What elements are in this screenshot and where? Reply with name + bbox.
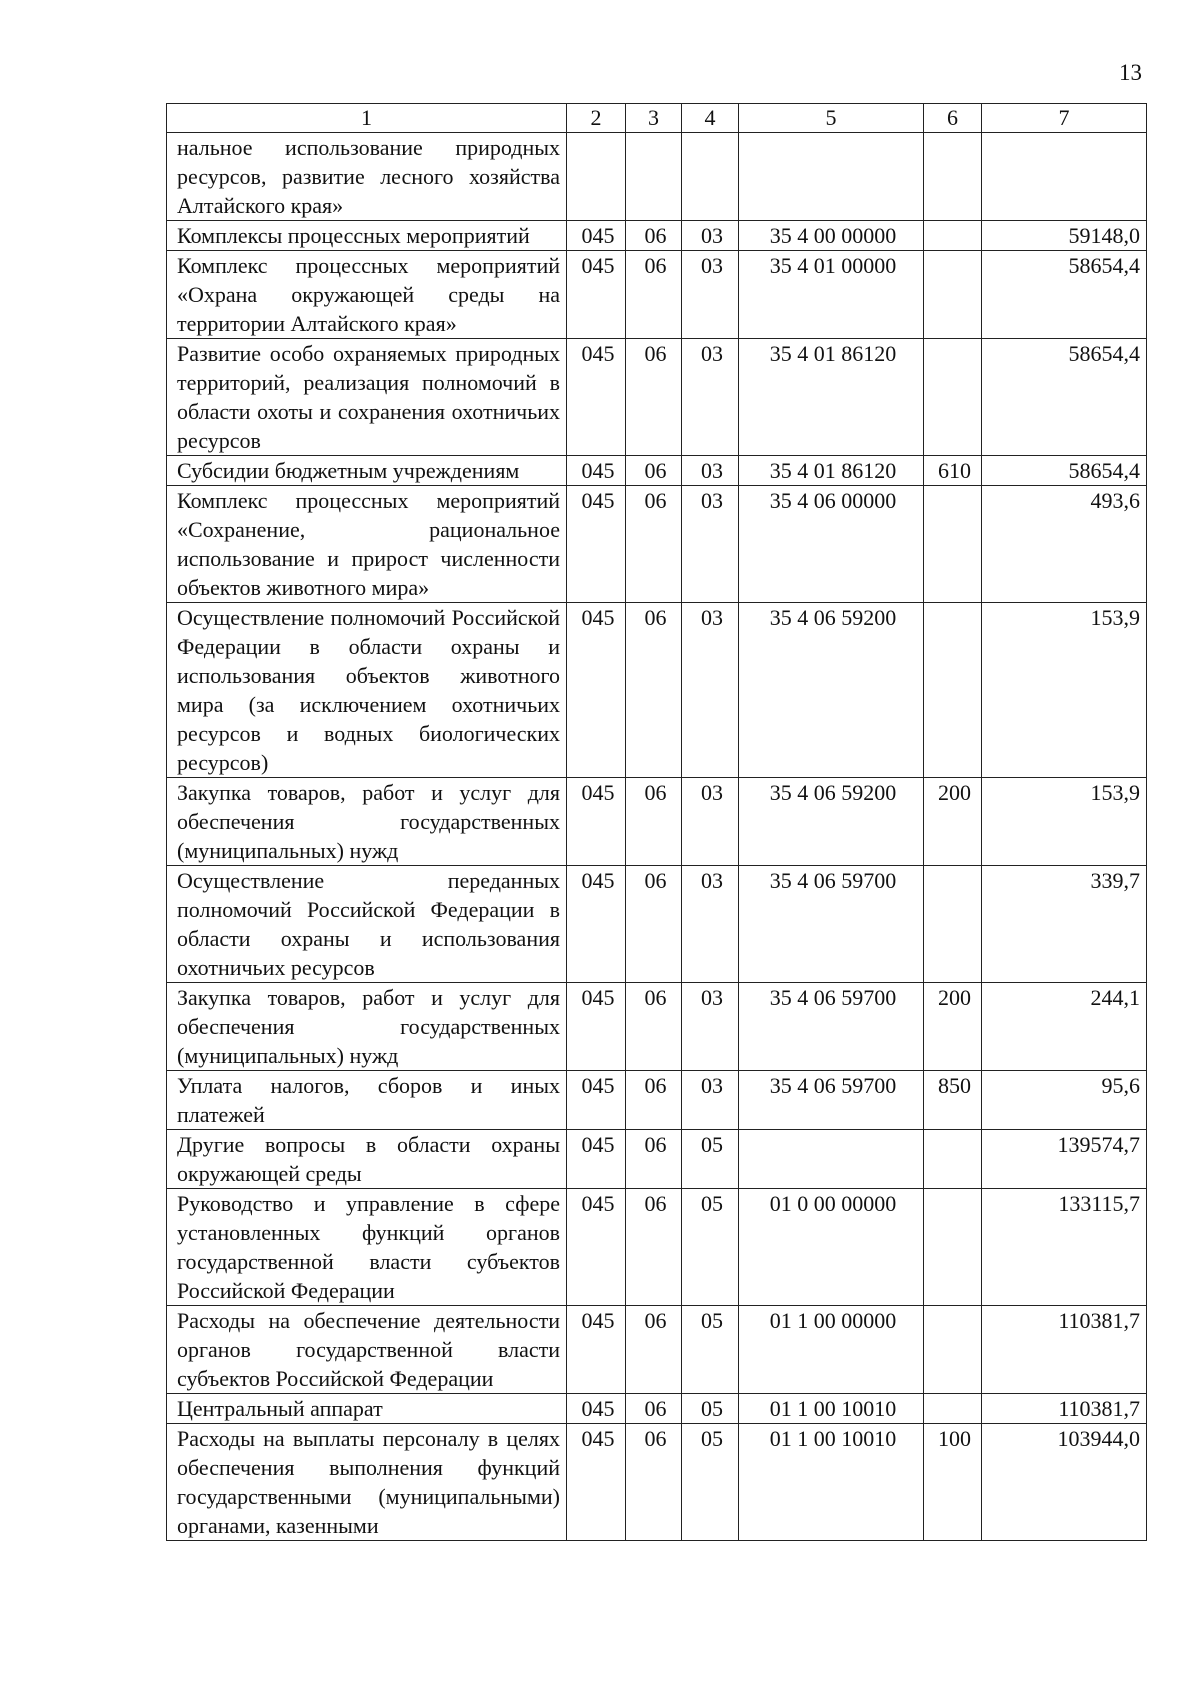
subsection-code: 05 bbox=[682, 1189, 739, 1306]
subsection-code: 03 bbox=[682, 339, 739, 456]
subsection-code: 03 bbox=[682, 778, 739, 866]
header-cell-5: 5 bbox=[739, 104, 924, 133]
section-code: 06 bbox=[626, 778, 682, 866]
header-cell-4: 4 bbox=[682, 104, 739, 133]
table-row bbox=[167, 1189, 1147, 1306]
subsection-code: 03 bbox=[682, 866, 739, 983]
subsection-code: 05 bbox=[682, 1130, 739, 1189]
subsection-code: 05 bbox=[682, 1306, 739, 1394]
expense-type-code bbox=[924, 221, 982, 251]
expense-type-code bbox=[924, 1394, 982, 1424]
target-article-code: 35 4 06 00000 bbox=[739, 486, 924, 603]
expense-type-code: 200 bbox=[924, 778, 982, 866]
ministry-code: 045 bbox=[567, 1071, 626, 1130]
amount-value: 58654,4 bbox=[982, 339, 1147, 456]
table-row bbox=[167, 866, 1147, 983]
amount-value: 58654,4 bbox=[982, 456, 1147, 486]
amount-value bbox=[982, 133, 1147, 221]
header-cell-7: 7 bbox=[982, 104, 1147, 133]
ministry-code bbox=[567, 133, 626, 221]
section-code: 06 bbox=[626, 866, 682, 983]
expense-type-code: 610 bbox=[924, 456, 982, 486]
amount-value: 59148,0 bbox=[982, 221, 1147, 251]
ministry-code: 045 bbox=[567, 1394, 626, 1424]
section-code: 06 bbox=[626, 983, 682, 1071]
amount-value: 103944,0 bbox=[982, 1424, 1147, 1541]
target-article-code: 35 4 06 59700 bbox=[739, 866, 924, 983]
ministry-code: 045 bbox=[567, 251, 626, 339]
section-code: 06 bbox=[626, 1306, 682, 1394]
header-row bbox=[167, 104, 1147, 133]
subsection-code: 03 bbox=[682, 221, 739, 251]
amount-value: 95,6 bbox=[982, 1071, 1147, 1130]
item-name: Уплата налогов, сборов и иных платежей bbox=[167, 1071, 567, 1130]
section-code: 06 bbox=[626, 1071, 682, 1130]
section-code: 06 bbox=[626, 221, 682, 251]
subsection-code: 03 bbox=[682, 603, 739, 778]
item-name: нальное использование природных ресурсов, развитие лесного хозяйства Алтайского края» bbox=[167, 133, 567, 221]
item-name: Руководство и управление в сфере установленных функций органов государственной власти субъектов Российской Федерации bbox=[167, 1189, 567, 1306]
table-body bbox=[167, 133, 1147, 1541]
target-article-code: 01 1 00 10010 bbox=[739, 1394, 924, 1424]
target-article-code bbox=[739, 1130, 924, 1189]
expense-type-code bbox=[924, 133, 982, 221]
table-row bbox=[167, 778, 1147, 866]
table-row bbox=[167, 133, 1147, 221]
ministry-code: 045 bbox=[567, 456, 626, 486]
table-row bbox=[167, 1306, 1147, 1394]
amount-value: 110381,7 bbox=[982, 1306, 1147, 1394]
amount-value: 339,7 bbox=[982, 866, 1147, 983]
item-name: Комплекс процессных мероприятий «Сохранение, рациональное использование и прирост численности объектов животного мира» bbox=[167, 486, 567, 603]
section-code: 06 bbox=[626, 486, 682, 603]
expense-type-code bbox=[924, 1306, 982, 1394]
item-name: Осуществление переданных полномочий Российской Федерации в области охраны и использования охотничьих ресурсов bbox=[167, 866, 567, 983]
target-article-code: 35 4 01 86120 bbox=[739, 339, 924, 456]
amount-value: 110381,7 bbox=[982, 1394, 1147, 1424]
item-name: Другие вопросы в области охраны окружающей среды bbox=[167, 1130, 567, 1189]
item-name: Центральный аппарат bbox=[167, 1394, 567, 1424]
table-row bbox=[167, 221, 1147, 251]
subsection-code: 03 bbox=[682, 456, 739, 486]
ministry-code: 045 bbox=[567, 778, 626, 866]
ministry-code: 045 bbox=[567, 603, 626, 778]
target-article-code: 35 4 01 86120 bbox=[739, 456, 924, 486]
item-name: Осуществление полномочий Российской Федерации в области охраны и использования объектов животного мира (за исключением охотничьих ресурсов и водных биологических ресурсов) bbox=[167, 603, 567, 778]
item-name: Закупка товаров, работ и услуг для обеспечения государственных (муниципальных) нужд bbox=[167, 778, 567, 866]
amount-value: 153,9 bbox=[982, 778, 1147, 866]
target-article-code: 01 1 00 00000 bbox=[739, 1306, 924, 1394]
expense-type-code bbox=[924, 339, 982, 456]
ministry-code: 045 bbox=[567, 866, 626, 983]
expense-type-code: 200 bbox=[924, 983, 982, 1071]
ministry-code: 045 bbox=[567, 486, 626, 603]
table-row bbox=[167, 603, 1147, 778]
amount-value: 153,9 bbox=[982, 603, 1147, 778]
expense-type-code bbox=[924, 486, 982, 603]
subsection-code: 03 bbox=[682, 983, 739, 1071]
subsection-code: 05 bbox=[682, 1424, 739, 1541]
expense-type-code bbox=[924, 1130, 982, 1189]
ministry-code: 045 bbox=[567, 339, 626, 456]
table-row bbox=[167, 251, 1147, 339]
budget-table bbox=[166, 103, 1147, 1541]
page-number: 13 bbox=[1119, 60, 1142, 85]
section-code bbox=[626, 133, 682, 221]
section-code: 06 bbox=[626, 339, 682, 456]
ministry-code: 045 bbox=[567, 983, 626, 1071]
target-article-code: 35 4 06 59700 bbox=[739, 983, 924, 1071]
amount-value: 133115,7 bbox=[982, 1189, 1147, 1306]
table-row bbox=[167, 456, 1147, 486]
table-row bbox=[167, 1071, 1147, 1130]
amount-value: 493,6 bbox=[982, 486, 1147, 603]
section-code: 06 bbox=[626, 1424, 682, 1541]
target-article-code: 35 4 00 00000 bbox=[739, 221, 924, 251]
amount-value: 58654,4 bbox=[982, 251, 1147, 339]
table-row bbox=[167, 1130, 1147, 1189]
target-article-code: 35 4 06 59700 bbox=[739, 1071, 924, 1130]
target-article-code: 35 4 06 59200 bbox=[739, 603, 924, 778]
ministry-code: 045 bbox=[567, 221, 626, 251]
section-code: 06 bbox=[626, 603, 682, 778]
ministry-code: 045 bbox=[567, 1424, 626, 1541]
table-row bbox=[167, 339, 1147, 456]
table-row bbox=[167, 983, 1147, 1071]
expense-type-code: 100 bbox=[924, 1424, 982, 1541]
item-name: Развитие особо охраняемых природных территорий, реализация полномочий в области охоты и сохранения охотничьих ресурсов bbox=[167, 339, 567, 456]
subsection-code: 03 bbox=[682, 1071, 739, 1130]
subsection-code: 03 bbox=[682, 486, 739, 603]
expense-type-code: 850 bbox=[924, 1071, 982, 1130]
target-article-code: 35 4 06 59200 bbox=[739, 778, 924, 866]
section-code: 06 bbox=[626, 1189, 682, 1306]
table-row bbox=[167, 1394, 1147, 1424]
header-cell-3: 3 bbox=[626, 104, 682, 133]
section-code: 06 bbox=[626, 456, 682, 486]
expense-type-code bbox=[924, 866, 982, 983]
amount-value: 139574,7 bbox=[982, 1130, 1147, 1189]
header-cell-2: 2 bbox=[567, 104, 626, 133]
table-row bbox=[167, 1424, 1147, 1541]
ministry-code: 045 bbox=[567, 1130, 626, 1189]
subsection-code: 03 bbox=[682, 251, 739, 339]
ministry-code: 045 bbox=[567, 1189, 626, 1306]
section-code: 06 bbox=[626, 1130, 682, 1189]
section-code: 06 bbox=[626, 251, 682, 339]
target-article-code: 01 1 00 10010 bbox=[739, 1424, 924, 1541]
item-name: Субсидии бюджетным учреждениям bbox=[167, 456, 567, 486]
header-cell-1: 1 bbox=[167, 104, 567, 133]
target-article-code bbox=[739, 133, 924, 221]
table-row bbox=[167, 486, 1147, 603]
subsection-code bbox=[682, 133, 739, 221]
item-name: Расходы на обеспечение деятельности органов государственной власти субъектов Российской Федерации bbox=[167, 1306, 567, 1394]
section-code: 06 bbox=[626, 1394, 682, 1424]
expense-type-code bbox=[924, 603, 982, 778]
item-name: Закупка товаров, работ и услуг для обеспечения государственных (муниципальных) нужд bbox=[167, 983, 567, 1071]
amount-value: 244,1 bbox=[982, 983, 1147, 1071]
expense-type-code bbox=[924, 1189, 982, 1306]
item-name: Комплекс процессных мероприятий «Охрана окружающей среды на территории Алтайского края» bbox=[167, 251, 567, 339]
item-name: Комплексы процессных мероприятий bbox=[167, 221, 567, 251]
subsection-code: 05 bbox=[682, 1394, 739, 1424]
header-cell-6: 6 bbox=[924, 104, 982, 133]
ministry-code: 045 bbox=[567, 1306, 626, 1394]
item-name: Расходы на выплаты персоналу в целях обеспечения выполнения функций государственными (муниципальными) органами, казенными bbox=[167, 1424, 567, 1541]
target-article-code: 01 0 00 00000 bbox=[739, 1189, 924, 1306]
target-article-code: 35 4 01 00000 bbox=[739, 251, 924, 339]
expense-type-code bbox=[924, 251, 982, 339]
